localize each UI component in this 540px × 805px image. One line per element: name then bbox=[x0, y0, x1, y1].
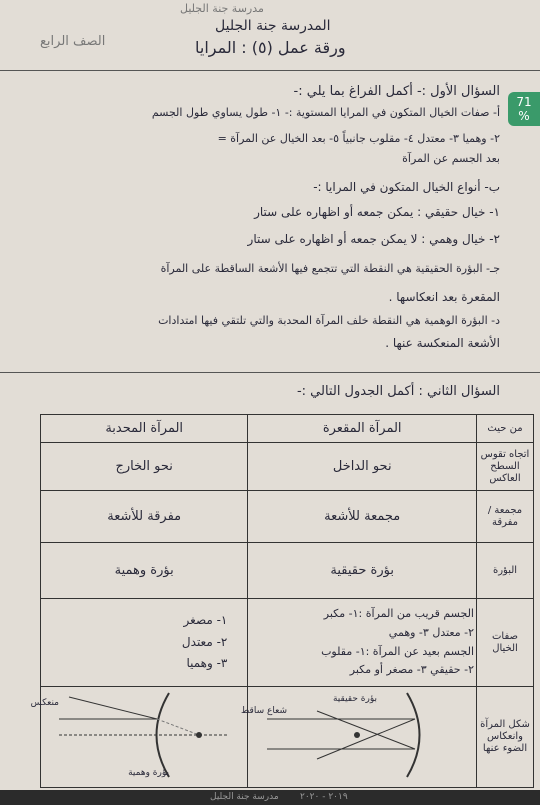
header-criterion: من حيث bbox=[477, 415, 534, 443]
row-label: مجمعة / مفرقة bbox=[477, 491, 534, 543]
cell-convex-props bbox=[41, 599, 248, 687]
convex-prop-1: ١- مصغر bbox=[183, 613, 228, 628]
footer-text-2: ٢٠١٩ - ٢٠٢٠ bbox=[300, 792, 348, 802]
q1-b-title: ب- أنواع الخيال المتكون في المرايا :- bbox=[313, 180, 500, 194]
virtual-focus-icon bbox=[196, 732, 202, 738]
convex-prop-2: ٢- معتدل bbox=[181, 634, 228, 649]
q1-a-line2: ٢- وهميا ٣- معتدل ٤- مقلوب جانبياً ٥- بعد الخيال عن المرآة = bbox=[217, 132, 500, 145]
cell-concave: بؤرة حقيقية bbox=[248, 543, 477, 599]
footer-text-1: مدرسة جنة الجليل bbox=[210, 792, 279, 802]
q1-b-item1: ١- خيال حقيقي : يمكن جمعه أو اظهاره على ستار bbox=[254, 205, 500, 219]
q1-a-line3: بعد الجسم عن المرآة bbox=[402, 152, 500, 165]
cell-concave-diagram bbox=[241, 687, 477, 788]
table-row bbox=[41, 491, 534, 543]
table-row-image-props bbox=[41, 599, 534, 687]
concave-prop-3: الجسم بعيد عن المرآة :١- مقلوب bbox=[321, 644, 474, 658]
cell-convex: نحو الخارج bbox=[41, 443, 248, 491]
row-label: البؤرة bbox=[477, 543, 534, 599]
cell-concave-props bbox=[248, 599, 477, 687]
concave-focus-label: بؤرة حقيقية bbox=[333, 694, 378, 704]
grade-label: الصف الرابع bbox=[40, 34, 106, 49]
section-divider bbox=[0, 372, 540, 373]
q1-d-line1: د- البؤرة الوهمية هي النقطة خلف المرآة المحدبة والتي تلتقي فيها امتدادات bbox=[158, 314, 500, 327]
faint-top-text: مدرسة جنة الجليل bbox=[180, 2, 264, 15]
cell-concave: نحو الداخل bbox=[248, 443, 477, 491]
q1-c-line2: المقعرة بعد انعكاسها . bbox=[388, 290, 500, 304]
worksheet-title: ورقة عمل (٥) : المرايا bbox=[195, 38, 346, 57]
convex-prop-3: ٣- وهميا bbox=[186, 656, 228, 671]
cell-concave: مجمعة للأشعة bbox=[248, 491, 477, 543]
header-convex: المرآة المحدبة bbox=[41, 415, 248, 443]
mirrors-table bbox=[30, 414, 534, 788]
q1-b-item2: ٢- خيال وهمي : لا يمكن جمعه أو اظهاره على ستار bbox=[247, 232, 500, 246]
cell-convex: بؤرة وهمية bbox=[41, 543, 248, 599]
convex-focus-label: بؤرة وهمية bbox=[128, 768, 170, 778]
cell-convex-diagram bbox=[30, 687, 248, 788]
table-row bbox=[41, 443, 534, 491]
q1-a-line1: أ- صفات الخيال المتكون في المرايا المستوية :- ١- طول يساوي طول الجسم bbox=[151, 106, 500, 119]
q2-title: السؤال الثاني : أكمل الجدول التالي :- bbox=[296, 384, 500, 399]
concave-ray-label: شعاع ساقط bbox=[241, 706, 288, 716]
focus-point-icon bbox=[354, 732, 360, 738]
row-label: شكل المرآة وانعكاس الضوء عنها bbox=[477, 687, 534, 788]
concave-prop-1: الجسم قريب من المرآة :١- مكبر bbox=[323, 607, 474, 621]
table-row-diagrams bbox=[41, 687, 534, 788]
q1-d-line2: الأشعة المنعكسة عنها . bbox=[385, 336, 500, 350]
concave-prop-4: ٢- حقيقي ٣- مصغر أو مكبر bbox=[349, 663, 474, 677]
concave-mirror-diagram bbox=[241, 689, 467, 781]
header-concave: المرآة المقعرة bbox=[248, 415, 477, 443]
q1-c-line1: جـ- البؤرة الحقيقية هي النقطة التي تتجمع فيها الأشعة الساقطة على المرآة bbox=[160, 262, 500, 275]
convex-reflected-label: منعكس bbox=[30, 698, 60, 708]
q1-title: السؤال الأول :- أكمل الفراغ بما يلي :- bbox=[293, 84, 500, 99]
table-row bbox=[41, 543, 534, 599]
percent-badge: 71 % bbox=[508, 92, 540, 126]
table-header-row bbox=[41, 415, 534, 443]
convex-mirror-diagram bbox=[30, 689, 239, 781]
concave-prop-2: ٢- معتدل ٣- وهمي bbox=[388, 625, 474, 639]
header-divider bbox=[0, 70, 540, 71]
concave-mirror-curve bbox=[407, 693, 420, 777]
cell-convex: مفرقة للأشعة bbox=[41, 491, 248, 543]
school-name: المدرسة جنة الجليل bbox=[215, 18, 331, 34]
convex-mirror-curve bbox=[157, 693, 170, 777]
row-label: صفات الخيال bbox=[477, 599, 534, 687]
row-label: اتجاه تقوس السطح العاكس bbox=[477, 443, 534, 491]
